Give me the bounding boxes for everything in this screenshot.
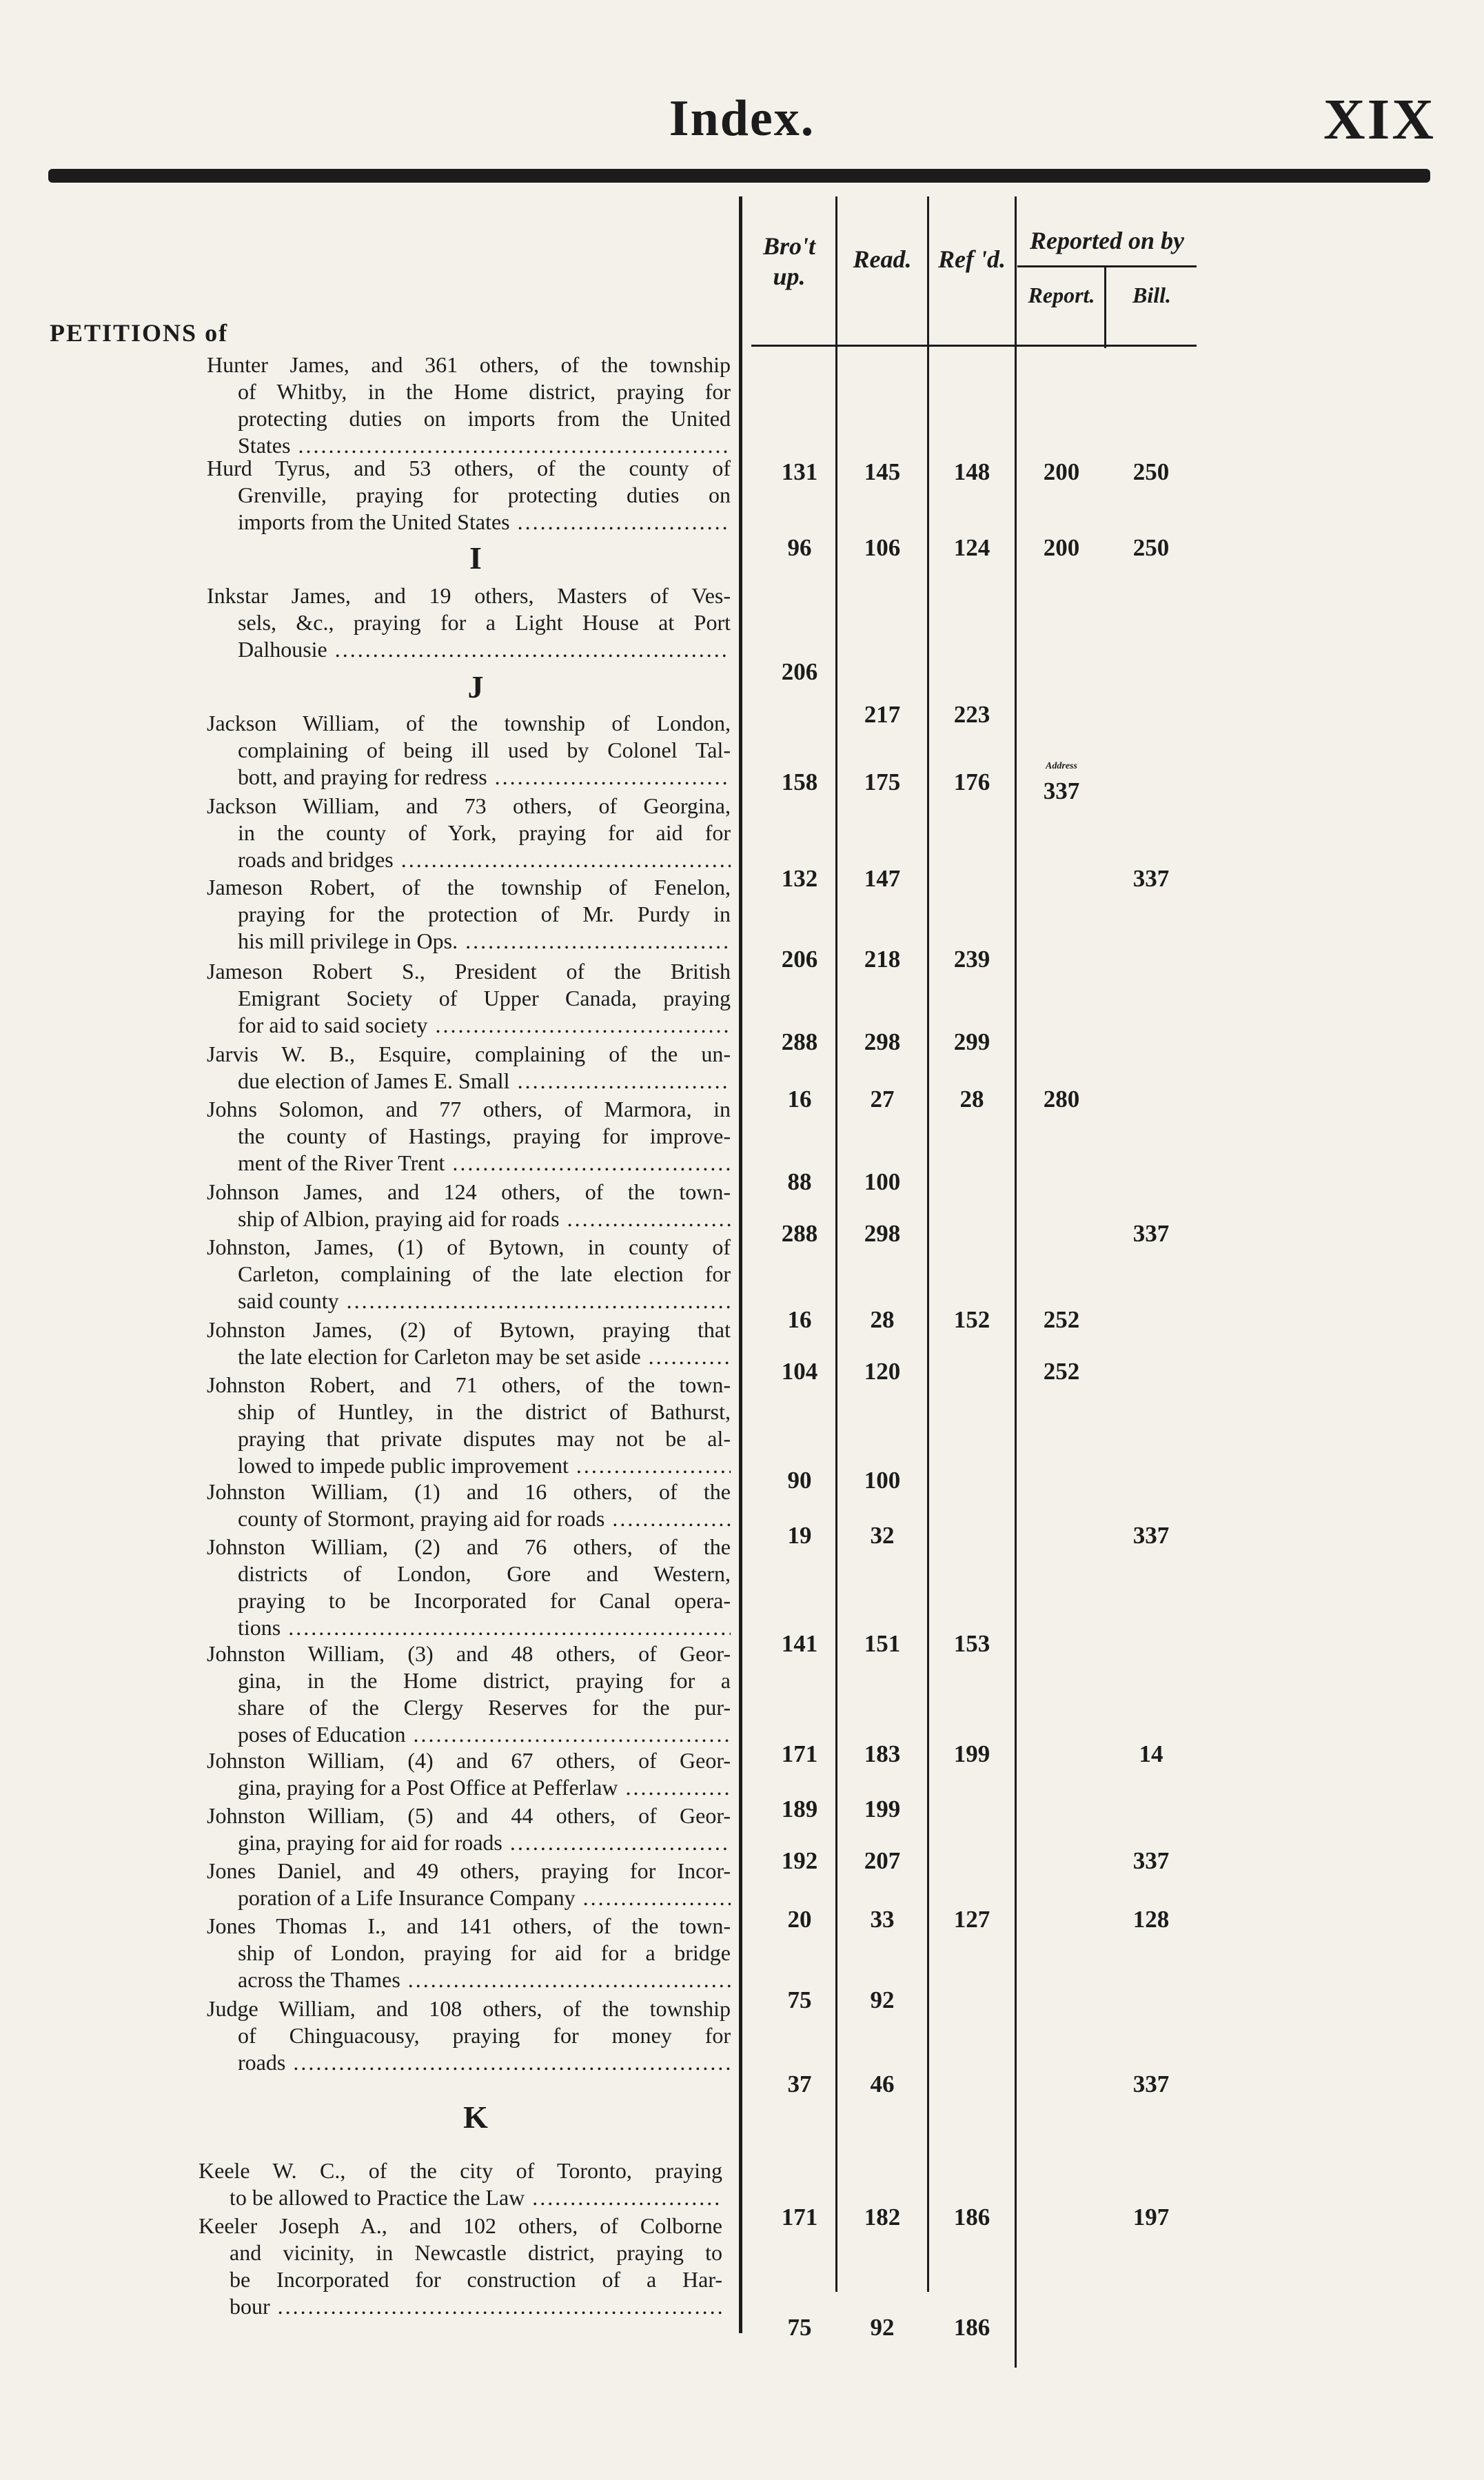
- page-ref-refd: 199: [953, 1740, 990, 1767]
- letter-heading-j: J: [467, 669, 484, 704]
- entry-line: bott, and praying for redress .....: [207, 764, 731, 791]
- page-ref-refd: 153: [953, 1630, 990, 1657]
- page-ref-report: 337: [1043, 777, 1080, 804]
- column-header-read: Read.: [853, 245, 912, 273]
- page-ref-read: 145: [864, 458, 901, 485]
- entry-line: and vicinity, in Newcastle district, praying to: [230, 2240, 722, 2265]
- petition-entry: [207, 1747, 731, 1801]
- page-ref-refd: 148: [953, 458, 990, 485]
- page-ref-read: 46: [870, 2071, 895, 2097]
- header-rule: [48, 169, 1430, 183]
- page-ref-brot: 20: [787, 1906, 812, 1933]
- column-header-brot: Bro't up.: [762, 232, 816, 290]
- entry-line: ship of Albion, praying aid for roads .....: [207, 1206, 731, 1232]
- page-ref-brot: 37: [787, 2071, 812, 2097]
- entry-line: gina, in the Home district, praying for a: [238, 1668, 731, 1693]
- entry-line: Johns Solomon, and 77 others, of Marmora, in: [207, 1097, 731, 1121]
- entry-line: Jameson Robert, of the township of Fenelon,: [207, 875, 731, 899]
- entry-line: praying that private disputes may not be al-: [238, 1426, 731, 1451]
- page-ref-bill: 337: [1132, 2071, 1170, 2097]
- page-ref-brot: 206: [781, 658, 818, 685]
- petition-entry: [207, 1234, 731, 1314]
- entry-line: poration of a Life Insurance Company .....: [207, 1884, 731, 1911]
- entry-line: districts of London, Gore and Western,: [238, 1561, 731, 1586]
- petition-entry: [207, 1096, 731, 1177]
- page-ref-read: 175: [864, 769, 901, 795]
- petition-entry: [207, 874, 731, 955]
- petition-entry: [207, 352, 731, 459]
- page-ref-read: 298: [864, 1220, 901, 1247]
- page-ref-brot: 16: [787, 1306, 812, 1333]
- column-header-report: Report.: [1028, 283, 1095, 307]
- petition-entry: [207, 1802, 731, 1856]
- entry-line: Judge William, and 108 others, of the township: [207, 1996, 731, 2021]
- page-number: XIX: [1323, 88, 1436, 152]
- page-ref-bill: 337: [1132, 1220, 1170, 1247]
- page-ref-read: 92: [870, 1986, 895, 2013]
- page-ref-refd: 223: [953, 701, 990, 728]
- page-ref-bill: 14: [1139, 1740, 1163, 1767]
- petition-entry: [207, 1179, 731, 1232]
- entry-line: be Incorporated for construction of a Har-: [230, 2267, 722, 2292]
- petition-entry: [207, 1640, 731, 1748]
- entry-line: share of the Clergy Reserves for the pur-: [238, 1695, 731, 1720]
- entry-line: Johnston William, (4) and 67 others, of Geor-: [207, 1748, 731, 1773]
- page-ref-refd: 299: [953, 1028, 990, 1055]
- page-ref-report: 252: [1043, 1306, 1080, 1333]
- column-header-bill: Bill.: [1132, 283, 1171, 307]
- page-ref-bill: 337: [1132, 1847, 1170, 1874]
- entry-line: praying to be Incorporated for Canal opera-: [238, 1588, 731, 1613]
- entry-line: ment of the River Trent .....: [207, 1150, 731, 1177]
- entry-line: Johnson James, and 124 others, of the town-: [207, 1179, 731, 1204]
- header-underline: [1017, 265, 1197, 267]
- entry-line: to be allowed to Practice the Law .....: [199, 2184, 722, 2211]
- report-note: Address: [1046, 761, 1077, 771]
- page-ref-refd: 124: [953, 534, 990, 561]
- page-ref-brot: 158: [781, 769, 818, 795]
- page-ref-brot: 171: [781, 2204, 818, 2230]
- page-ref-refd: 176: [953, 769, 990, 795]
- petition-entry: [207, 455, 731, 536]
- entry-line: Grenville, praying for protecting duties on: [238, 482, 731, 507]
- page-ref-brot: 16: [787, 1086, 812, 1112]
- page-ref-brot: 288: [781, 1220, 818, 1247]
- entry-line: Dalhousie .....: [207, 636, 731, 663]
- page-ref-brot: 104: [781, 1358, 818, 1385]
- entry-line: ship of London, praying for aid for a bridge: [238, 1940, 731, 1965]
- entry-line: Jackson William, of the township of London,: [207, 711, 731, 735]
- petition-entry: [207, 1478, 731, 1532]
- page-ref-brot: 171: [781, 1740, 818, 1767]
- page-ref-read: 218: [864, 946, 901, 973]
- page-ref-report: 280: [1043, 1086, 1080, 1112]
- page-ref-brot: 206: [781, 946, 818, 973]
- entry-line: ship of Huntley, in the district of Bathurst,: [238, 1399, 731, 1424]
- entry-line: Johnston, James, (1) of Bytown, in county of: [207, 1234, 731, 1259]
- petition-entry: [207, 1041, 731, 1095]
- petition-entry: [207, 1372, 731, 1479]
- page-ref-brot: 131: [781, 458, 818, 485]
- petition-entry: [207, 1534, 731, 1641]
- entry-line: Hurd Tyrus, and 53 others, of the county of: [207, 456, 731, 480]
- page-ref-read: 151: [864, 1630, 901, 1657]
- entry-line: Johnston James, (2) of Bytown, praying that: [207, 1317, 731, 1342]
- page-ref-read: 298: [864, 1028, 901, 1055]
- entry-line: Emigrant Society of Upper Canada, praying: [238, 986, 731, 1010]
- entry-line: Jones Thomas I., and 141 others, of the town-: [207, 1913, 731, 1938]
- page-ref-read: 199: [864, 1796, 901, 1822]
- page-ref-read: 183: [864, 1740, 901, 1767]
- page-ref-read: 100: [864, 1467, 901, 1494]
- entry-line: Inkstar James, and 19 others, Masters of Ves-: [207, 583, 731, 608]
- page-ref-bill: 197: [1132, 2204, 1170, 2230]
- entry-line: protecting duties on imports from the United: [238, 406, 731, 431]
- page-ref-read: 182: [864, 2204, 901, 2230]
- page-ref-brot: 75: [787, 2314, 812, 2341]
- page-ref-bill: 337: [1132, 1522, 1170, 1549]
- entry-line: Johnston William, (2) and 76 others, of the: [207, 1534, 731, 1559]
- page-ref-bill: 250: [1132, 534, 1170, 561]
- entry-line: across the Thames .....: [207, 1966, 731, 1993]
- page-ref-read: 92: [870, 2314, 895, 2341]
- petition-entry: [207, 1913, 731, 1993]
- page-ref-read: 207: [864, 1847, 901, 1874]
- column-divider: [927, 196, 929, 2292]
- petition-entry: [199, 2157, 722, 2211]
- entry-line: roads .....: [207, 2049, 731, 2076]
- petition-entry: [207, 1317, 731, 1370]
- page-ref-brot: 90: [787, 1467, 812, 1494]
- petition-entry: [207, 1858, 731, 1911]
- page-ref-read: 147: [864, 865, 901, 892]
- page-ref-refd: 28: [959, 1086, 984, 1112]
- page-ref-report: 200: [1043, 534, 1080, 561]
- entry-line: Jameson Robert S., President of the British: [207, 959, 731, 984]
- entry-line: county of Stormont, praying aid for roads .....: [207, 1505, 731, 1532]
- page-ref-refd: 186: [953, 2314, 990, 2341]
- entry-line: gina, praying for aid for roads .....: [207, 1829, 731, 1856]
- entry-line: Keele W. C., of the city of Toronto, praying: [199, 2158, 722, 2183]
- entry-line: due election of James E. Small .....: [207, 1068, 731, 1095]
- petition-entry: [207, 582, 731, 663]
- entry-line: bour .....: [199, 2293, 722, 2320]
- page-ref-brot: 96: [787, 534, 812, 561]
- page-ref-bill: 128: [1132, 1906, 1170, 1933]
- header-underline: [751, 345, 1197, 347]
- entry-line: praying for the protection of Mr. Purdy in: [238, 902, 731, 926]
- entry-line: the late election for Carleton may be set aside .....: [207, 1343, 731, 1370]
- entry-line: of Whitby, in the Home district, praying for: [238, 379, 731, 404]
- entry-line: of Chinguacousy, praying for money for: [238, 2023, 731, 2048]
- entry-line: Carleton, complaining of the late election for: [238, 1261, 731, 1286]
- page-ref-brot: 75: [787, 1986, 812, 2013]
- entry-line: Jackson William, and 73 others, of Georgina,: [207, 793, 731, 818]
- page-ref-read: 33: [870, 1906, 895, 1933]
- page-ref-brot: 288: [781, 1028, 818, 1055]
- page-ref-read: 217: [864, 701, 901, 728]
- page-title: Index.: [669, 90, 815, 147]
- letter-heading-i: I: [469, 540, 482, 576]
- section-label: PETITIONS of: [50, 319, 229, 347]
- entry-line: Jarvis W. B., Esquire, complaining of the un-: [207, 1041, 731, 1066]
- page-ref-read: 120: [864, 1358, 901, 1385]
- column-divider: [1015, 196, 1017, 2368]
- page-ref-report: 252: [1043, 1358, 1080, 1385]
- entry-line: Johnston William, (3) and 48 others, of Geor-: [207, 1641, 731, 1666]
- page-ref-brot: 132: [781, 865, 818, 892]
- entry-line: imports from the United States .....: [207, 509, 731, 536]
- letter-heading-k: K: [463, 2100, 488, 2135]
- entry-line: States .....: [207, 432, 731, 459]
- entry-line: complaining of being ill used by Colonel Tal-: [238, 738, 731, 762]
- entry-line: sels, &c., praying for a Light House at Port: [238, 610, 731, 635]
- entry-line: lowed to impede public improvement .....: [207, 1452, 731, 1479]
- entry-line: the county of Hastings, praying for improve-: [238, 1124, 731, 1148]
- page-ref-refd: 239: [953, 946, 990, 973]
- petition-entry: [207, 710, 731, 791]
- page-ref-report: 200: [1043, 458, 1080, 485]
- page-ref-refd: 127: [953, 1906, 990, 1933]
- page-ref-read: 28: [870, 1306, 895, 1333]
- petition-entry: [207, 958, 731, 1039]
- page-ref-bill: 337: [1132, 865, 1170, 892]
- page-ref-brot: 141: [781, 1630, 818, 1657]
- page-ref-refd: 152: [953, 1306, 990, 1333]
- page-ref-read: 100: [864, 1168, 901, 1195]
- page-ref-read: 106: [864, 534, 901, 561]
- entry-line: Keeler Joseph A., and 102 others, of Colborne: [199, 2213, 722, 2238]
- entry-line: in the county of York, praying for aid for: [238, 820, 731, 845]
- page-ref-brot: 19: [787, 1522, 812, 1549]
- petition-entry: [207, 793, 731, 873]
- petition-entry: [207, 1995, 731, 2076]
- entry-line: Johnston William, (5) and 44 others, of Geor-: [207, 1803, 731, 1828]
- column-divider: [1104, 265, 1106, 348]
- entry-line: Johnston William, (1) and 16 others, of the: [207, 1479, 731, 1504]
- page-ref-brot: 88: [787, 1168, 812, 1195]
- page-ref-bill: 250: [1132, 458, 1170, 485]
- entry-line: Hunter James, and 361 others, of the township: [207, 352, 731, 377]
- column-header-refd: Ref 'd.: [938, 245, 1006, 273]
- entry-line: Jones Daniel, and 49 others, praying for Incor-: [207, 1858, 731, 1883]
- column-header-reported: Reported on by: [1030, 227, 1184, 254]
- page-ref-read: 27: [870, 1086, 895, 1112]
- column-divider: [739, 196, 742, 2333]
- entry-line: gina, praying for a Post Office at Pefferlaw .....: [207, 1774, 731, 1801]
- page-ref-read: 32: [870, 1522, 895, 1549]
- petition-entry: [199, 2213, 722, 2320]
- page-ref-brot: 189: [781, 1796, 818, 1822]
- entry-line: poses of Education .....: [207, 1721, 731, 1748]
- entry-line: his mill privilege in Ops. .....: [207, 928, 731, 955]
- entry-line: Johnston Robert, and 71 others, of the town-: [207, 1372, 731, 1397]
- entry-line: for aid to said society .....: [207, 1012, 731, 1039]
- page-ref-brot: 192: [781, 1847, 818, 1874]
- page-ref-refd: 186: [953, 2204, 990, 2230]
- entry-line: tions .....: [207, 1614, 731, 1641]
- entry-line: roads and bridges .....: [207, 846, 731, 873]
- entry-line: said county .....: [207, 1288, 731, 1314]
